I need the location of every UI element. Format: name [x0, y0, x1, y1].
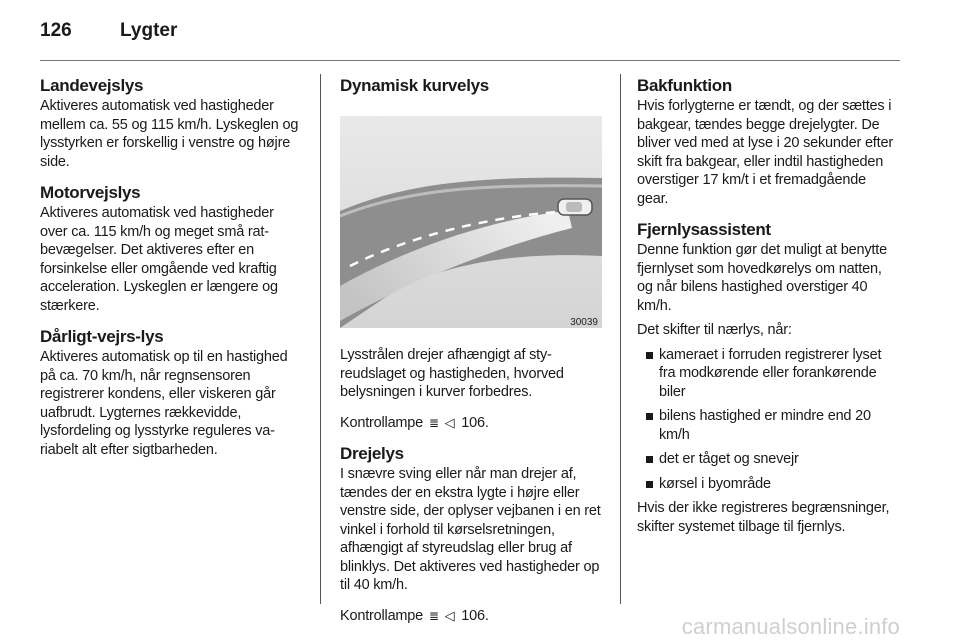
page-header — [40, 18, 900, 52]
section-text: Aktiveres automatisk ved hastigheder mellem ca. 55 og 115 km/h. Lyskeglen og lysstyrken er forskellig i venstre og højre side. — [40, 98, 299, 170]
section-text: Lysstrålen drejer afhængigt af styreudslaget og hastigheden, hvorved belysningen i kurver forbedres. — [340, 347, 564, 400]
section-text: Aktiveres automatisk op til en hastighed på ca. 70 km/h, når regnsensoren registrerer kondens, eller viskeren går uafbrudt. Lygternes rækkevidde, lysfordeling og lysstyrke reguleres variabelt alt efter sigtbarheden. — [40, 349, 288, 458]
page-number: 126 — [40, 20, 72, 41]
column-2 — [340, 76, 602, 637]
headlamp-indicator-icon: ≣ — [428, 415, 439, 430]
page-reference-arrow-icon: ◁ — [444, 414, 455, 430]
section-landevejslys — [40, 76, 302, 171]
section-bakfunktion — [637, 76, 900, 208]
condition-list — [637, 346, 900, 494]
section-motorvejslys — [40, 183, 302, 315]
headlamp-indicator-icon: ≣ — [428, 608, 439, 623]
section-title: Drejelys — [340, 444, 404, 463]
section-title: Landevejslys — [40, 76, 144, 95]
road-curve-image — [340, 116, 602, 328]
column-3 — [637, 76, 900, 548]
page-reference-arrow-icon: ◁ — [444, 607, 455, 623]
bullet-square-icon — [646, 481, 653, 488]
section-title: Dynamisk kurvelys — [340, 76, 489, 95]
lamp-reference — [340, 607, 602, 626]
section-text: Denne funktion gør det muligt at benytte fjernlyset som hovedkørelys om natten, og når bilens hastighed overstiger 40 km/h. — [637, 242, 887, 314]
section-text: I snævre sving eller når man drejer af, tændes der en ekstra lygte i højre eller venstre side, der oplyser vejbanen i en ret vinkel i forhold til kørselsretningen, afhængigt af styreudslag eller brug af blinklys. Det aktiveres ved hastigheder op til 40 km/h. — [340, 466, 601, 593]
reference-prefix: Kontrollampe — [340, 607, 424, 624]
curve-light-illustration — [340, 116, 602, 328]
page-title: Lygter — [120, 20, 178, 41]
section-title: Dårligt-vejrs-lys — [40, 327, 164, 346]
section-daarligt-vejrs-lys — [40, 327, 302, 459]
reference-prefix: Kontrollampe — [340, 414, 424, 431]
section-fjernlysassistent — [637, 220, 900, 536]
reference-page: 106. — [461, 414, 489, 431]
bullet-square-icon — [646, 352, 653, 359]
section-title: Fjernlysassistent — [637, 220, 771, 239]
section-title: Motorvejslys — [40, 183, 141, 202]
column-divider-2 — [620, 74, 621, 604]
figure-number: 30039 — [570, 317, 598, 328]
section-outro: Hvis der ikke registreres begrænsninger, skifter systemet tilbage til fjernlys. — [637, 500, 890, 535]
section-text: Aktiveres automatisk ved hastigheder over ca. 115 km/h og meget små ratbevægelser. Det aktiveres efter en forsinkelse eller omgående ved kraftig acceleration. Lyskeglen er længere og stærkere. — [40, 205, 278, 314]
list-item: bilens hastighed er mindre end 20 km/h — [637, 407, 900, 444]
header-rule — [40, 60, 900, 61]
bullet-square-icon — [646, 456, 653, 463]
section-title: Bakfunktion — [637, 76, 732, 95]
reference-page: 106. — [461, 607, 489, 624]
watermark: carmanualsonline.info — [681, 614, 900, 639]
list-item: kørsel i byområde — [637, 475, 900, 494]
list-item: kameraet i forruden registrerer lyset fra modkørende eller forankørende biler — [637, 346, 900, 402]
section-text: Hvis forlygterne er tændt, og der sættes i bakgear, tændes begge drejelygter. De bliver ved med at lyse i 20 sekunder efter skift fra bakgear, eller indtil hastigheden overstiger 17 km/t i et fremadgående gear. — [637, 98, 893, 207]
column-1 — [40, 76, 302, 471]
list-item: det er tåget og snevejr — [637, 450, 900, 469]
lamp-reference — [340, 414, 602, 433]
column-divider-1 — [320, 74, 321, 604]
section-intro: Det skifter til nærlys, når: — [637, 322, 792, 338]
bullet-square-icon — [646, 413, 653, 420]
